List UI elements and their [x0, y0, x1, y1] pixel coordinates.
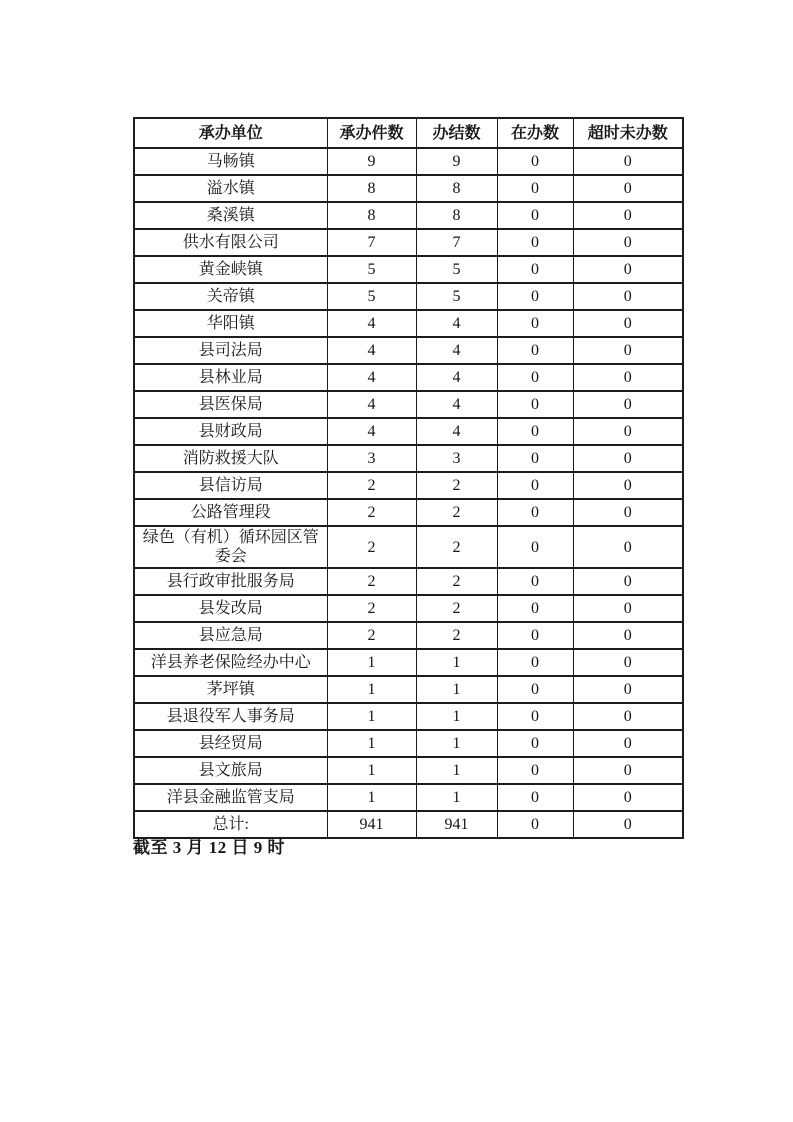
value-cell: 7: [416, 229, 497, 256]
unit-cell: 茅坪镇: [134, 676, 327, 703]
value-cell: 2: [327, 472, 416, 499]
value-cell: 0: [497, 418, 573, 445]
unit-cell: 县退役军人事务局: [134, 703, 327, 730]
table-row: [134, 418, 683, 445]
value-cell: 0: [573, 175, 683, 202]
value-cell: 1: [327, 649, 416, 676]
unit-cell: 县司法局: [134, 337, 327, 364]
value-cell: 4: [416, 310, 497, 337]
unit-cell: 黄金峡镇: [134, 256, 327, 283]
value-cell: 0: [573, 649, 683, 676]
value-cell: 4: [416, 364, 497, 391]
table-row: [134, 148, 683, 175]
value-cell: 4: [327, 310, 416, 337]
unit-cell: 洋县金融监管支局: [134, 784, 327, 811]
table-row: [134, 730, 683, 757]
table-row: [134, 757, 683, 784]
value-cell: 0: [497, 526, 573, 568]
value-cell: 0: [573, 622, 683, 649]
value-cell: 4: [416, 337, 497, 364]
value-cell: 4: [327, 391, 416, 418]
unit-cell: 关帝镇: [134, 283, 327, 310]
value-cell: 0: [573, 703, 683, 730]
value-cell: 0: [573, 499, 683, 526]
value-cell: 2: [327, 526, 416, 568]
unit-cell: 县信访局: [134, 472, 327, 499]
value-cell: 0: [497, 622, 573, 649]
value-cell: 0: [497, 499, 573, 526]
unit-cell: 桑溪镇: [134, 202, 327, 229]
value-cell: 1: [416, 784, 497, 811]
value-cell: 0: [497, 445, 573, 472]
value-cell: 0: [497, 703, 573, 730]
cases-table: [133, 117, 684, 839]
value-cell: 8: [416, 202, 497, 229]
value-cell: 5: [327, 256, 416, 283]
unit-cell: 总计:: [134, 811, 327, 838]
unit-cell: 县医保局: [134, 391, 327, 418]
value-cell: 0: [573, 310, 683, 337]
unit-cell: 县财政局: [134, 418, 327, 445]
value-cell: 2: [416, 472, 497, 499]
value-cell: 2: [416, 526, 497, 568]
value-cell: 0: [497, 256, 573, 283]
table-row: [134, 526, 683, 568]
value-cell: 0: [497, 364, 573, 391]
value-cell: 941: [416, 811, 497, 838]
value-cell: 4: [416, 391, 497, 418]
value-cell: 1: [416, 757, 497, 784]
unit-cell: 马畅镇: [134, 148, 327, 175]
table-row: [134, 595, 683, 622]
table-row: [134, 391, 683, 418]
table-row: [134, 568, 683, 595]
unit-cell: 县发改局: [134, 595, 327, 622]
table-row: [134, 472, 683, 499]
value-cell: 7: [327, 229, 416, 256]
column-header: 办结数: [416, 118, 497, 148]
value-cell: 1: [416, 649, 497, 676]
value-cell: 0: [573, 229, 683, 256]
value-cell: 0: [573, 784, 683, 811]
value-cell: 0: [573, 418, 683, 445]
value-cell: 3: [416, 445, 497, 472]
table-row: [134, 256, 683, 283]
value-cell: 1: [327, 730, 416, 757]
value-cell: 0: [497, 568, 573, 595]
value-cell: 2: [327, 568, 416, 595]
value-cell: 0: [573, 337, 683, 364]
column-header: 超时未办数: [573, 118, 683, 148]
value-cell: 1: [327, 676, 416, 703]
table-row: [134, 310, 683, 337]
value-cell: 1: [416, 676, 497, 703]
unit-cell: 县经贸局: [134, 730, 327, 757]
table-row: [134, 175, 683, 202]
value-cell: 4: [327, 337, 416, 364]
value-cell: 2: [416, 499, 497, 526]
value-cell: 1: [327, 784, 416, 811]
value-cell: 0: [497, 310, 573, 337]
value-cell: 0: [497, 472, 573, 499]
footer-note: 截至 3 月 12 日 9 时: [133, 838, 285, 857]
column-header: 承办单位: [134, 118, 327, 148]
table-header-row: [134, 118, 683, 148]
table-row: [134, 499, 683, 526]
value-cell: 0: [573, 391, 683, 418]
value-cell: 0: [497, 649, 573, 676]
value-cell: 8: [416, 175, 497, 202]
value-cell: 4: [327, 364, 416, 391]
value-cell: 2: [327, 499, 416, 526]
table-row: [134, 229, 683, 256]
value-cell: 0: [573, 526, 683, 568]
unit-cell: 县林业局: [134, 364, 327, 391]
value-cell: 0: [497, 757, 573, 784]
value-cell: 0: [573, 472, 683, 499]
column-header: 在办数: [497, 118, 573, 148]
value-cell: 0: [573, 595, 683, 622]
value-cell: 0: [573, 148, 683, 175]
value-cell: 0: [497, 811, 573, 838]
unit-cell: 县文旅局: [134, 757, 327, 784]
value-cell: 0: [497, 337, 573, 364]
value-cell: 2: [416, 568, 497, 595]
table-row: [134, 445, 683, 472]
table-row: [134, 622, 683, 649]
value-cell: 941: [327, 811, 416, 838]
table-row: [134, 337, 683, 364]
value-cell: 8: [327, 175, 416, 202]
table-row: [134, 784, 683, 811]
value-cell: 0: [497, 784, 573, 811]
value-cell: 0: [573, 364, 683, 391]
value-cell: 0: [573, 811, 683, 838]
value-cell: 1: [416, 730, 497, 757]
value-cell: 2: [327, 622, 416, 649]
value-cell: 0: [497, 730, 573, 757]
value-cell: 4: [416, 418, 497, 445]
value-cell: 3: [327, 445, 416, 472]
value-cell: 0: [573, 445, 683, 472]
value-cell: 9: [416, 148, 497, 175]
table-row: [134, 649, 683, 676]
unit-cell: 消防救援大队: [134, 445, 327, 472]
value-cell: 0: [497, 595, 573, 622]
value-cell: 0: [573, 730, 683, 757]
value-cell: 2: [416, 622, 497, 649]
value-cell: 1: [327, 757, 416, 784]
value-cell: 1: [327, 703, 416, 730]
value-cell: 0: [497, 391, 573, 418]
unit-cell: 洋县养老保险经办中心: [134, 649, 327, 676]
value-cell: 4: [327, 418, 416, 445]
value-cell: 8: [327, 202, 416, 229]
value-cell: 0: [573, 256, 683, 283]
unit-cell: 县行政审批服务局: [134, 568, 327, 595]
value-cell: 2: [416, 595, 497, 622]
value-cell: 0: [497, 229, 573, 256]
value-cell: 0: [497, 175, 573, 202]
unit-cell: 供水有限公司: [134, 229, 327, 256]
value-cell: 0: [573, 568, 683, 595]
column-header: 承办件数: [327, 118, 416, 148]
table-row: [134, 676, 683, 703]
table-row: [134, 202, 683, 229]
value-cell: 0: [497, 202, 573, 229]
value-cell: 2: [327, 595, 416, 622]
value-cell: 1: [416, 703, 497, 730]
unit-cell: 溢水镇: [134, 175, 327, 202]
table-row: [134, 283, 683, 310]
unit-cell: 县应急局: [134, 622, 327, 649]
value-cell: 0: [573, 202, 683, 229]
value-cell: 0: [573, 676, 683, 703]
value-cell: 0: [573, 757, 683, 784]
value-cell: 0: [497, 148, 573, 175]
unit-cell: 绿色（有机）循环园区管委会: [134, 526, 327, 568]
value-cell: 0: [573, 283, 683, 310]
value-cell: 5: [327, 283, 416, 310]
table-row: [134, 703, 683, 730]
value-cell: 0: [497, 283, 573, 310]
value-cell: 9: [327, 148, 416, 175]
unit-cell: 华阳镇: [134, 310, 327, 337]
value-cell: 5: [416, 256, 497, 283]
table-row: [134, 364, 683, 391]
value-cell: 0: [497, 676, 573, 703]
value-cell: 5: [416, 283, 497, 310]
unit-cell: 公路管理段: [134, 499, 327, 526]
